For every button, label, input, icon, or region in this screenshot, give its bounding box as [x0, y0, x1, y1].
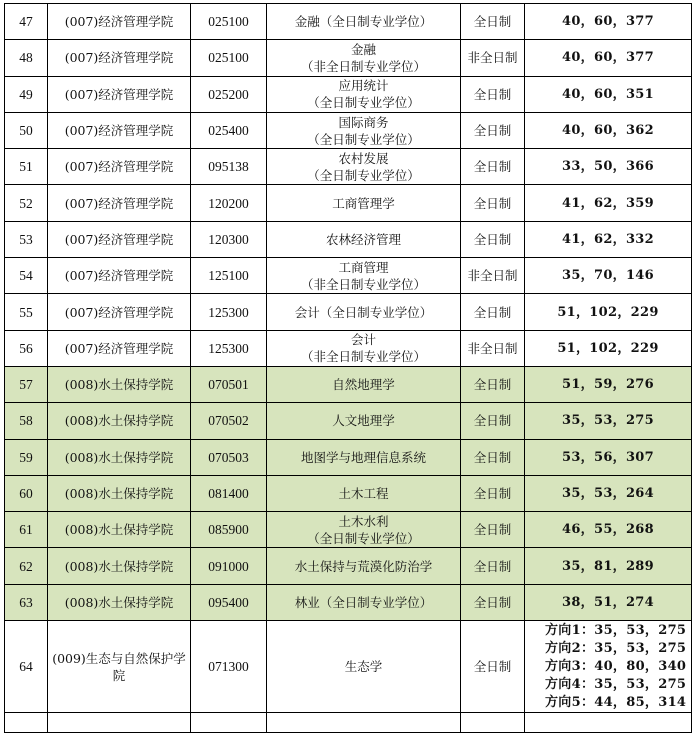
major-name	[267, 512, 461, 548]
score-lines	[525, 330, 692, 366]
empty-cell	[267, 713, 461, 733]
score-line: 51，102，229	[557, 340, 659, 356]
major-code: 091000	[191, 548, 267, 584]
college-name: (007)经济管理学院	[48, 112, 191, 148]
major-name	[267, 584, 461, 620]
table-row	[5, 294, 692, 330]
study-mode: 全日制	[461, 475, 525, 511]
major-name	[267, 149, 461, 185]
score-lines	[525, 403, 692, 439]
score-line: 35，81，289	[561, 558, 655, 574]
major-code: 095400	[191, 584, 267, 620]
score-lines	[525, 439, 692, 475]
major-name	[267, 621, 461, 713]
major-name-line: 农林经济管理	[325, 231, 401, 247]
empty-cell	[461, 713, 525, 733]
score-line: 51，102，229	[557, 304, 659, 320]
row-number: 51	[5, 149, 48, 185]
study-mode: 全日制	[461, 185, 525, 221]
college-name: (007)经济管理学院	[48, 149, 191, 185]
empty-cell	[525, 713, 692, 733]
table-row	[5, 512, 692, 548]
score-line: 方向5：44，85，314	[545, 694, 687, 710]
table-row	[5, 40, 692, 76]
college-name: (007)经济管理学院	[48, 185, 191, 221]
major-name-line: 土木水利	[338, 513, 389, 529]
score-lines	[525, 76, 692, 112]
score-line: 38，51，274	[561, 594, 655, 610]
major-name-line: 土木工程	[338, 486, 389, 501]
score-lines	[525, 621, 692, 713]
major-code: 025100	[191, 4, 267, 40]
study-mode: 全日制	[461, 403, 525, 439]
score-line: 35，53，275	[561, 413, 655, 429]
study-mode: 非全日制	[461, 258, 525, 294]
score-lines	[525, 112, 692, 148]
score-lines	[525, 185, 692, 221]
major-name	[267, 366, 461, 402]
row-number: 56	[5, 330, 48, 366]
score-lines	[525, 258, 692, 294]
major-name-line: （非全日制专业学位）	[300, 58, 426, 74]
score-line: 35，70，146	[561, 268, 655, 284]
major-code: 070501	[191, 366, 267, 402]
major-name-line: 林业（全日制专业学位）	[294, 594, 433, 610]
college-name: (008)水土保持学院	[48, 439, 191, 475]
major-name-line: （全日制专业学位）	[307, 131, 420, 147]
study-mode: 非全日制	[461, 40, 525, 76]
major-name-line: 应用统计	[338, 78, 389, 94]
score-line: 51，59，276	[561, 377, 655, 393]
major-name	[267, 40, 461, 76]
major-name-line: 金融	[350, 41, 376, 57]
major-name	[267, 258, 461, 294]
score-line: 方向4：35，53，275	[545, 676, 687, 692]
row-number: 55	[5, 294, 48, 330]
major-code: 085900	[191, 512, 267, 548]
row-number: 61	[5, 512, 48, 548]
score-line: 方向2：35，53，275	[545, 640, 687, 656]
major-name	[267, 439, 461, 475]
table-row	[5, 258, 692, 294]
row-number: 57	[5, 366, 48, 402]
college-name: (007)经济管理学院	[48, 221, 191, 257]
score-lines	[525, 149, 692, 185]
row-number: 63	[5, 584, 48, 620]
college-name: (007)经济管理学院	[48, 258, 191, 294]
major-code: 125300	[191, 294, 267, 330]
score-line: 41，62，359	[561, 195, 655, 211]
row-number: 54	[5, 258, 48, 294]
major-name-line: 农村发展	[338, 150, 389, 166]
major-code: 120300	[191, 221, 267, 257]
row-number: 53	[5, 221, 48, 257]
score-line: 40，60，351	[561, 86, 655, 102]
major-name	[267, 330, 461, 366]
row-number: 60	[5, 475, 48, 511]
score-lines	[525, 475, 692, 511]
row-number: 50	[5, 112, 48, 148]
college-name: (008)水土保持学院	[48, 475, 191, 511]
college-name: (008)水土保持学院	[48, 584, 191, 620]
major-code: 120200	[191, 185, 267, 221]
row-number: 62	[5, 548, 48, 584]
study-mode: 全日制	[461, 366, 525, 402]
major-name-line: 工商管理学	[332, 195, 395, 211]
major-name-line: 国际商务	[338, 114, 389, 130]
study-mode: 全日制	[461, 112, 525, 148]
score-lines	[525, 4, 692, 40]
major-name-line: 会计（全日制专业学位）	[294, 304, 433, 320]
major-name-line: 水土保持与荒漠化防治学	[294, 558, 433, 574]
score-lines	[525, 366, 692, 402]
score-line: 33，50，366	[561, 159, 655, 175]
college-name: (007)经济管理学院	[48, 4, 191, 40]
major-code: 071300	[191, 621, 267, 713]
major-name-line: （全日制专业学位）	[307, 530, 420, 546]
college-name: (007)经济管理学院	[48, 40, 191, 76]
row-number: 58	[5, 403, 48, 439]
table-row	[5, 548, 692, 584]
score-lines	[525, 512, 692, 548]
study-mode: 全日制	[461, 4, 525, 40]
college-name: (007)经济管理学院	[48, 294, 191, 330]
score-line: 35，53，264	[561, 486, 655, 501]
major-name	[267, 221, 461, 257]
major-name-line: 地图学与地理信息系统	[300, 449, 426, 465]
score-line: 方向1：35，53，275	[545, 622, 687, 638]
major-name	[267, 185, 461, 221]
score-lines	[525, 548, 692, 584]
score-line: 40，60，362	[561, 123, 655, 139]
study-mode: 全日制	[461, 584, 525, 620]
major-name-line: 工商管理	[338, 259, 389, 275]
table-row	[5, 4, 692, 40]
major-name-line: 人文地理学	[332, 413, 395, 429]
table-row	[5, 76, 692, 112]
college-name: (008)水土保持学院	[48, 403, 191, 439]
score-line: 41，62，332	[561, 231, 655, 247]
study-mode: 全日制	[461, 221, 525, 257]
major-name	[267, 112, 461, 148]
major-name-line: 金融（全日制专业学位）	[294, 14, 433, 30]
row-number: 64	[5, 621, 48, 713]
major-name-line: （非全日制专业学位）	[300, 349, 426, 365]
major-code: 095138	[191, 149, 267, 185]
table-row	[5, 439, 692, 475]
major-name	[267, 548, 461, 584]
empty-cell	[191, 713, 267, 733]
study-mode: 全日制	[461, 512, 525, 548]
study-mode: 全日制	[461, 548, 525, 584]
major-name	[267, 403, 461, 439]
major-name	[267, 475, 461, 511]
college-name: (009)生态与自然保护学院	[48, 621, 191, 713]
row-number: 48	[5, 40, 48, 76]
score-line: 40，60，377	[561, 50, 655, 66]
table-row	[5, 112, 692, 148]
study-mode: 全日制	[461, 621, 525, 713]
college-name: (008)水土保持学院	[48, 548, 191, 584]
major-code: 025200	[191, 76, 267, 112]
major-code: 081400	[191, 475, 267, 511]
table-row	[5, 221, 692, 257]
major-name	[267, 76, 461, 112]
table-row	[5, 149, 692, 185]
table-row	[5, 584, 692, 620]
study-mode: 全日制	[461, 76, 525, 112]
score-line: 40，60，377	[561, 14, 655, 30]
major-name-line: （非全日制专业学位）	[300, 276, 426, 292]
table-row	[5, 403, 692, 439]
score-lines	[525, 294, 692, 330]
table-row	[5, 475, 692, 511]
major-name-line: 生态学	[344, 659, 383, 675]
score-lines	[525, 221, 692, 257]
row-number: 59	[5, 439, 48, 475]
major-code: 070503	[191, 439, 267, 475]
major-name-line: 会计	[350, 332, 376, 348]
table-row	[5, 330, 692, 366]
major-name-line: 自然地理学	[332, 377, 395, 393]
table-row	[5, 185, 692, 221]
score-lines	[525, 584, 692, 620]
empty-cell	[5, 713, 48, 733]
study-mode: 全日制	[461, 149, 525, 185]
score-lines	[525, 40, 692, 76]
table-row	[5, 621, 692, 713]
score-line: 方向3：40，80，340	[545, 658, 687, 674]
score-line: 53，56，307	[561, 449, 655, 465]
major-code: 070502	[191, 403, 267, 439]
study-mode: 非全日制	[461, 330, 525, 366]
row-number: 49	[5, 76, 48, 112]
major-name-line: （全日制专业学位）	[307, 167, 420, 183]
score-line: 46，55，268	[561, 522, 655, 538]
study-mode: 全日制	[461, 439, 525, 475]
major-name	[267, 4, 461, 40]
major-name-line: （全日制专业学位）	[307, 95, 420, 111]
college-name: (008)水土保持学院	[48, 366, 191, 402]
empty-cell	[48, 713, 191, 733]
major-code: 025100	[191, 40, 267, 76]
table-row-partial	[5, 713, 692, 733]
college-name: (007)经济管理学院	[48, 330, 191, 366]
major-code: 025400	[191, 112, 267, 148]
college-name: (008)水土保持学院	[48, 512, 191, 548]
major-code: 125300	[191, 330, 267, 366]
row-number: 47	[5, 4, 48, 40]
major-name	[267, 294, 461, 330]
study-mode: 全日制	[461, 294, 525, 330]
admission-score-table	[4, 3, 692, 733]
major-code: 125100	[191, 258, 267, 294]
table-row	[5, 366, 692, 402]
row-number: 52	[5, 185, 48, 221]
college-name: (007)经济管理学院	[48, 76, 191, 112]
